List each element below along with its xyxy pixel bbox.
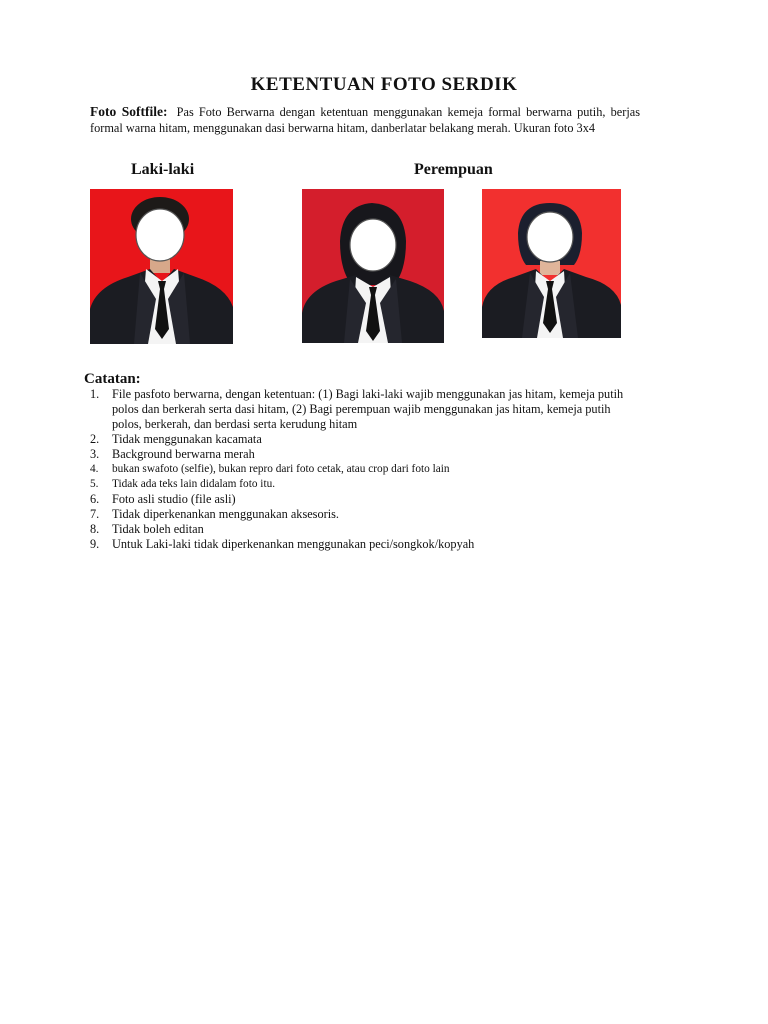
female-portrait-photo bbox=[482, 189, 621, 338]
list-item: 2. Tidak menggunakan kacamata bbox=[90, 432, 262, 446]
intro-paragraph bbox=[90, 104, 640, 136]
list-item: 3. Background berwarna merah bbox=[90, 447, 255, 461]
male-portrait-photo bbox=[90, 189, 233, 344]
label-male: Laki-laki bbox=[131, 161, 195, 178]
page-title: KETENTUAN FOTO SERDIK bbox=[250, 74, 518, 95]
list-item: 8. Tidak boleh editan bbox=[90, 522, 204, 536]
intro-lead: Foto Softfile: bbox=[90, 104, 168, 119]
notes-list bbox=[90, 387, 630, 552]
list-item: 4. bukan swafoto (selfie), bukan repro dari foto cetak, atau crop dari foto lain bbox=[90, 463, 450, 475]
list-item: 7. Tidak diperkenankan menggunakan aksesoris. bbox=[90, 507, 339, 521]
label-female: Perempuan bbox=[414, 161, 493, 178]
list-item: 9. Untuk Laki-laki tidak diperkenankan menggunakan peci/songkok/kopyah bbox=[90, 537, 475, 551]
list-item: 6. Foto asli studio (file asli) bbox=[90, 492, 236, 506]
female-hijab-portrait-photo bbox=[302, 189, 444, 343]
intro-text: Pas Foto Berwarna dengan ketentuan menggunakan kemeja formal berwarna putih, berjas formal warna hitam, menggunakan dasi berwarna hitam, danberlatar belakang merah. Ukuran foto 3x4 bbox=[90, 105, 640, 135]
notes-title: Catatan: bbox=[84, 371, 141, 387]
list-item: 1. File pasfoto berwarna, dengan ketentuan: (1) Bagi laki-laki wajib menggunakan jas hitam, kemeja putih polos dan berkerah serta dasi hitam, (2) Bagi perempuan wajib menggunakan jas hitam, kemeja putih polos, berkerah, dan berdasi serta kerudung hitam bbox=[90, 387, 624, 431]
list-item: 5. Tidak ada teks lain didalam foto itu. bbox=[90, 478, 276, 490]
